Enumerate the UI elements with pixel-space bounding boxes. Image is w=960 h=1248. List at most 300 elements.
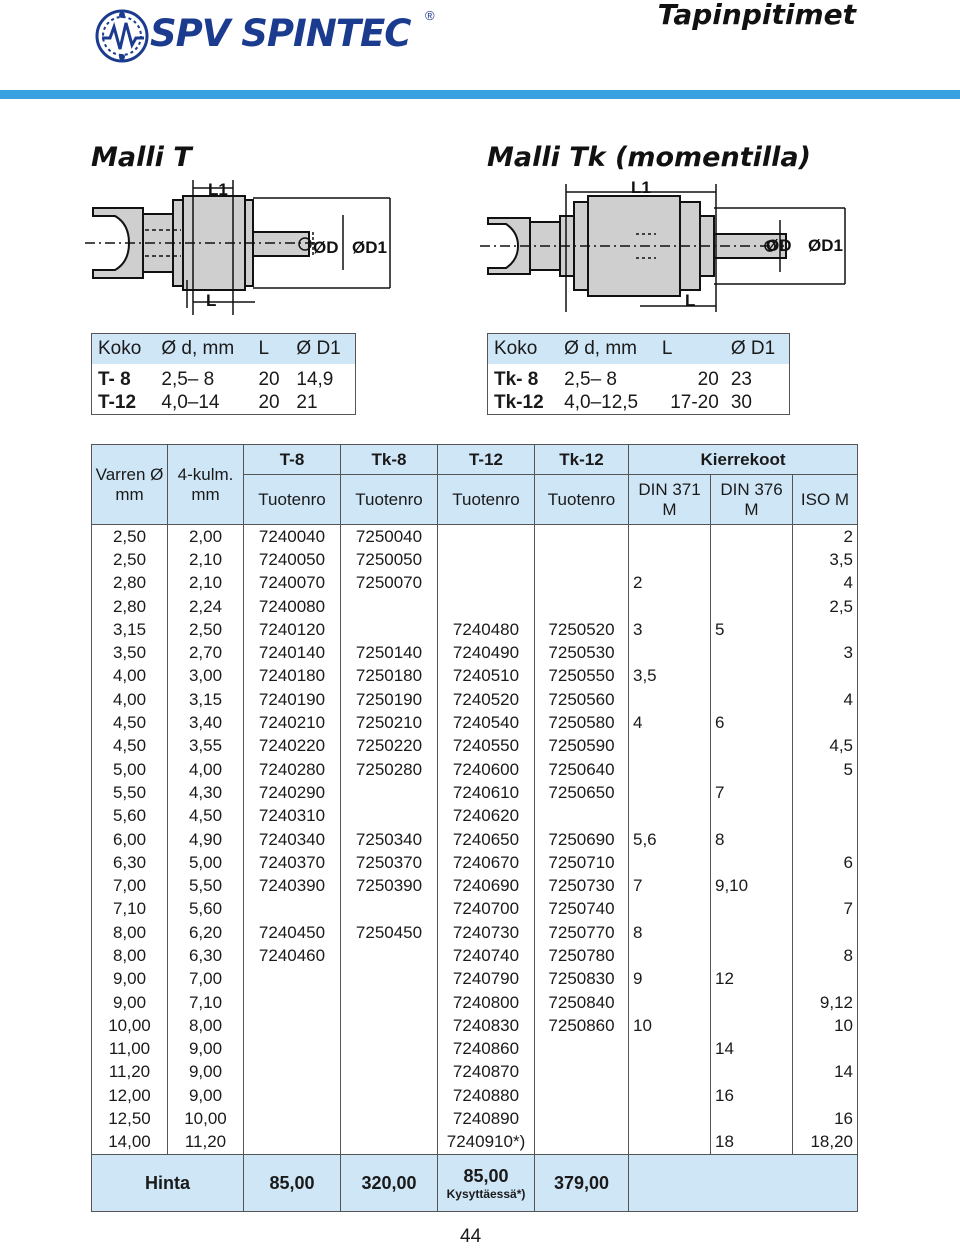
table-cell: 7250830 <box>535 968 629 991</box>
table-cell: 10,00 <box>92 1014 168 1037</box>
model-t-l1-label: L1 <box>208 180 228 199</box>
table-cell: 7240690 <box>438 874 535 897</box>
table-cell: 7240520 <box>438 688 535 711</box>
table-cell: 7240210 <box>244 711 341 734</box>
table-cell <box>244 1131 341 1155</box>
table-cell: 7240740 <box>438 944 535 967</box>
table-cell: 7240650 <box>438 828 535 851</box>
table-cell: 8,00 <box>92 944 168 967</box>
table-cell <box>629 991 711 1014</box>
table-cell: 18 <box>711 1131 793 1155</box>
table-row: Tk-12 4,0–12,5 17-20 30 <box>494 391 752 413</box>
table-cell: 7250070 <box>341 572 438 595</box>
table-row: T- 8 2,5– 8 20 14,9 <box>98 368 334 390</box>
table-cell <box>535 595 629 618</box>
table-cell <box>629 1131 711 1155</box>
table-cell: 2 <box>793 525 858 549</box>
tk12-header: Tk-12 <box>535 445 629 475</box>
table-row <box>92 968 858 991</box>
registered-mark: ® <box>425 8 435 23</box>
table-cell: 3 <box>629 618 711 641</box>
table-cell: 3,15 <box>92 618 168 641</box>
table-cell <box>793 874 858 897</box>
table-cell: 7 <box>793 898 858 921</box>
product-table-body <box>92 525 858 1155</box>
table-cell: 16 <box>793 1107 858 1130</box>
table-cell <box>793 781 858 804</box>
table-cell: 2,50 <box>92 525 168 549</box>
din371-header: DIN 371 M <box>629 475 711 525</box>
price-tk12: 379,00 <box>535 1155 629 1212</box>
table-cell <box>535 1038 629 1061</box>
size-header: Ø d, mm <box>558 334 656 365</box>
table-cell <box>244 1084 341 1107</box>
model-tk-l1-label: L1 <box>631 178 651 197</box>
table-cell <box>341 1107 438 1130</box>
table-row <box>92 618 858 641</box>
table-cell: 5,50 <box>168 874 244 897</box>
price-tk8: 320,00 <box>341 1155 438 1212</box>
table-cell <box>793 618 858 641</box>
model-t-title: Malli T <box>91 142 192 173</box>
table-cell: 7250710 <box>535 851 629 874</box>
table-cell <box>341 595 438 618</box>
table-cell <box>629 688 711 711</box>
table-row <box>92 525 858 549</box>
table-cell <box>438 595 535 618</box>
table-cell: 7240890 <box>438 1107 535 1130</box>
table-cell: 7240080 <box>244 595 341 618</box>
table-cell: 9,00 <box>92 968 168 991</box>
kierrekoot-header: Kierrekoot <box>629 445 858 475</box>
table-cell: 7250340 <box>341 828 438 851</box>
table-cell: 14,00 <box>92 1131 168 1155</box>
table-cell: 5,60 <box>168 898 244 921</box>
table-cell: 7250560 <box>535 688 629 711</box>
table-cell: 5,50 <box>92 781 168 804</box>
table-cell: 4,00 <box>168 758 244 781</box>
table-cell: 7240340 <box>244 828 341 851</box>
table-cell: 7240540 <box>438 711 535 734</box>
table-row <box>92 548 858 571</box>
page-number: 44 <box>460 1226 482 1247</box>
table-cell: 7240390 <box>244 874 341 897</box>
table-cell: 8 <box>793 944 858 967</box>
table-cell: 7240140 <box>244 641 341 664</box>
table-row <box>92 781 858 804</box>
table-cell <box>438 572 535 595</box>
table-cell: 7250180 <box>341 665 438 688</box>
model-t-d-label: ØD <box>313 238 339 257</box>
table-cell <box>629 944 711 967</box>
table-cell <box>629 525 711 549</box>
table-row <box>92 641 858 664</box>
table-cell: 7250640 <box>535 758 629 781</box>
table-cell: 7 <box>629 874 711 897</box>
table-cell <box>629 851 711 874</box>
table-cell <box>711 572 793 595</box>
table-cell: 7 <box>711 781 793 804</box>
table-row <box>92 851 858 874</box>
model-tk-l-label: L <box>685 291 696 310</box>
product-table <box>91 444 858 1212</box>
table-cell: 11,00 <box>92 1038 168 1061</box>
table-cell: 7250840 <box>535 991 629 1014</box>
table-cell: 8,00 <box>92 921 168 944</box>
table-cell: 6,30 <box>168 944 244 967</box>
table-cell <box>711 991 793 1014</box>
header-bar <box>0 90 960 99</box>
table-cell <box>711 944 793 967</box>
table-cell: 6,20 <box>168 921 244 944</box>
table-cell: 7240190 <box>244 688 341 711</box>
table-cell: 5,6 <box>629 828 711 851</box>
table-cell <box>629 781 711 804</box>
table-cell: 7240050 <box>244 548 341 571</box>
table-cell: 3 <box>793 641 858 664</box>
table-cell <box>793 805 858 828</box>
table-cell: 8,00 <box>168 1014 244 1037</box>
table-row <box>92 991 858 1014</box>
table-row <box>92 688 858 711</box>
table-cell: 4 <box>629 711 711 734</box>
table-cell: 7240610 <box>438 781 535 804</box>
table-cell: 3,5 <box>793 548 858 571</box>
table-cell: 7240910*) <box>438 1131 535 1155</box>
model-tk-drawing <box>480 172 850 322</box>
table-cell: 7250780 <box>535 944 629 967</box>
table-cell: 5,00 <box>92 758 168 781</box>
table-cell <box>711 595 793 618</box>
varren-header: Varren Ø mm <box>92 445 168 525</box>
iso-header: ISO M <box>793 475 858 525</box>
product-table-wrap <box>91 444 857 1212</box>
table-cell: 4 <box>793 572 858 595</box>
tk8-header: Tk-8 <box>341 445 438 475</box>
table-cell <box>793 665 858 688</box>
size-header: L <box>656 334 725 365</box>
table-row <box>92 572 858 595</box>
table-cell: 7250550 <box>535 665 629 688</box>
brand-name: SPV SPINTEC <box>150 12 411 55</box>
table-cell: 11,20 <box>168 1131 244 1155</box>
table-cell: 7240450 <box>244 921 341 944</box>
kulm-header: 4-kulm. mm <box>168 445 244 525</box>
table-cell: 18,20 <box>793 1131 858 1155</box>
din376-header: DIN 376 M <box>711 475 793 525</box>
table-row <box>92 1014 858 1037</box>
table-cell <box>341 618 438 641</box>
table-cell <box>244 991 341 1014</box>
table-cell <box>341 1038 438 1061</box>
table-cell <box>535 525 629 549</box>
table-cell: 7240290 <box>244 781 341 804</box>
table-cell: 7250860 <box>535 1014 629 1037</box>
price-t12-note: Kysyttäessä*) <box>446 1186 526 1201</box>
table-cell <box>341 1084 438 1107</box>
table-cell <box>629 758 711 781</box>
model-tk-d1-label: ØD1 <box>808 236 843 255</box>
page-title: Tapinpitimet <box>657 0 856 31</box>
table-cell: 7240700 <box>438 898 535 921</box>
model-t-d1-label: ØD1 <box>352 238 387 257</box>
table-cell: 2,80 <box>92 595 168 618</box>
table-cell: 9,00 <box>168 1038 244 1061</box>
size-header: L <box>252 334 290 365</box>
table-cell <box>793 968 858 991</box>
table-cell <box>244 1038 341 1061</box>
table-cell <box>535 1107 629 1130</box>
table-cell <box>341 898 438 921</box>
table-cell: 7250280 <box>341 758 438 781</box>
table-cell: 10 <box>793 1014 858 1037</box>
table-row <box>92 1084 858 1107</box>
table-cell: 7250740 <box>535 898 629 921</box>
table-cell <box>535 1084 629 1107</box>
table-cell <box>341 968 438 991</box>
table-cell <box>629 1038 711 1061</box>
table-cell <box>711 688 793 711</box>
table-cell <box>341 1131 438 1155</box>
table-cell <box>711 735 793 758</box>
table-cell <box>629 805 711 828</box>
table-cell: 7,00 <box>168 968 244 991</box>
table-cell: 3,00 <box>168 665 244 688</box>
table-cell <box>244 1107 341 1130</box>
table-cell <box>535 548 629 571</box>
table-cell <box>438 525 535 549</box>
table-cell <box>244 1014 341 1037</box>
table-cell: 5,00 <box>168 851 244 874</box>
table-cell: 3,5 <box>629 665 711 688</box>
table-cell <box>629 548 711 571</box>
table-cell: 4,90 <box>168 828 244 851</box>
table-cell: 9,00 <box>168 1084 244 1107</box>
table-cell <box>711 641 793 664</box>
table-cell: 5,60 <box>92 805 168 828</box>
model-t-size-table <box>91 333 356 415</box>
table-cell: 7250520 <box>535 618 629 641</box>
table-cell <box>438 548 535 571</box>
table-cell: 10 <box>629 1014 711 1037</box>
table-cell: 12,50 <box>92 1107 168 1130</box>
table-cell: 7250730 <box>535 874 629 897</box>
model-tk-d-label: ØD <box>766 236 792 255</box>
table-cell <box>535 572 629 595</box>
t12-header: T-12 <box>438 445 535 475</box>
table-cell: 2,50 <box>168 618 244 641</box>
table-cell <box>711 851 793 874</box>
table-cell: 7250190 <box>341 688 438 711</box>
table-cell <box>793 921 858 944</box>
table-cell: 14 <box>793 1061 858 1084</box>
table-cell <box>341 991 438 1014</box>
table-cell: 7250210 <box>341 711 438 734</box>
table-cell: 7250770 <box>535 921 629 944</box>
table-cell: 9,00 <box>92 991 168 1014</box>
table-cell <box>711 1061 793 1084</box>
table-cell: 7240120 <box>244 618 341 641</box>
table-cell: 2,70 <box>168 641 244 664</box>
table-row <box>92 805 858 828</box>
table-cell: 4,50 <box>92 711 168 734</box>
table-cell: 7250530 <box>535 641 629 664</box>
table-cell: 4,00 <box>92 665 168 688</box>
model-t-l-label: L <box>206 291 217 310</box>
table-cell: 7240550 <box>438 735 535 758</box>
price-t12-value: 85,00 <box>463 1165 509 1186</box>
table-cell: 7240800 <box>438 991 535 1014</box>
table-cell: 7240790 <box>438 968 535 991</box>
table-cell: 7250580 <box>535 711 629 734</box>
table-cell: 7240460 <box>244 944 341 967</box>
table-cell: 7240730 <box>438 921 535 944</box>
table-cell: 4,50 <box>92 735 168 758</box>
table-cell: 7240600 <box>438 758 535 781</box>
table-cell: 2,00 <box>168 525 244 549</box>
table-cell: 7250140 <box>341 641 438 664</box>
table-cell: 4,5 <box>793 735 858 758</box>
table-cell <box>535 1131 629 1155</box>
table-row <box>92 735 858 758</box>
table-cell <box>711 805 793 828</box>
table-row <box>92 921 858 944</box>
table-cell <box>341 781 438 804</box>
table-cell: 3,55 <box>168 735 244 758</box>
table-cell: 7240220 <box>244 735 341 758</box>
table-cell <box>629 1107 711 1130</box>
table-cell <box>244 1061 341 1084</box>
size-header: Ø D1 <box>725 334 790 365</box>
table-cell: 6 <box>793 851 858 874</box>
table-cell <box>629 641 711 664</box>
table-cell: 2,5 <box>793 595 858 618</box>
table-cell: 7240860 <box>438 1038 535 1061</box>
price-t12 <box>438 1155 535 1212</box>
table-cell <box>793 828 858 851</box>
size-header: Koko <box>488 334 559 365</box>
table-cell <box>711 921 793 944</box>
table-row <box>92 758 858 781</box>
table-cell <box>711 1014 793 1037</box>
table-row <box>92 711 858 734</box>
tuotenro-header: Tuotenro <box>438 475 535 525</box>
table-cell <box>341 1014 438 1037</box>
table-cell: 6,00 <box>92 828 168 851</box>
table-row: T-12 4,0–14 20 21 <box>98 391 318 413</box>
table-cell <box>244 898 341 921</box>
t8-header: T-8 <box>244 445 341 475</box>
table-cell: 5 <box>793 758 858 781</box>
table-cell <box>629 595 711 618</box>
table-cell <box>535 1061 629 1084</box>
table-row <box>92 898 858 921</box>
table-cell: 7,10 <box>168 991 244 1014</box>
table-cell <box>711 758 793 781</box>
table-cell: 3,15 <box>168 688 244 711</box>
table-row <box>92 828 858 851</box>
table-cell: 4,30 <box>168 781 244 804</box>
table-cell: 6 <box>711 711 793 734</box>
table-cell: 7240620 <box>438 805 535 828</box>
table-cell: 11,20 <box>92 1061 168 1084</box>
table-cell: 4,50 <box>168 805 244 828</box>
table-cell: 6,30 <box>92 851 168 874</box>
table-cell: 7240480 <box>438 618 535 641</box>
table-cell: 12 <box>711 968 793 991</box>
tuotenro-header: Tuotenro <box>341 475 438 525</box>
price-t8: 85,00 <box>244 1155 341 1212</box>
table-cell: 9,12 <box>793 991 858 1014</box>
table-cell: 7250650 <box>535 781 629 804</box>
table-cell: 7240040 <box>244 525 341 549</box>
table-cell: 2,24 <box>168 595 244 618</box>
table-cell: 3,40 <box>168 711 244 734</box>
table-cell: 5 <box>711 618 793 641</box>
table-cell <box>711 1107 793 1130</box>
table-cell <box>629 1061 711 1084</box>
table-cell: 7240490 <box>438 641 535 664</box>
table-cell: 9,00 <box>168 1061 244 1084</box>
table-cell: 4 <box>793 688 858 711</box>
hinta-label: Hinta <box>92 1155 244 1212</box>
table-cell <box>793 1084 858 1107</box>
table-cell <box>244 968 341 991</box>
table-cell <box>341 944 438 967</box>
table-cell <box>711 548 793 571</box>
table-cell <box>711 665 793 688</box>
table-cell <box>341 1061 438 1084</box>
table-cell: 4,00 <box>92 688 168 711</box>
table-row <box>92 595 858 618</box>
tuotenro-header: Tuotenro <box>535 475 629 525</box>
size-header: Ø d, mm <box>155 334 252 365</box>
table-cell: 3,50 <box>92 641 168 664</box>
table-row <box>92 1061 858 1084</box>
table-cell: 2,50 <box>92 548 168 571</box>
table-cell: 7250390 <box>341 874 438 897</box>
table-cell: 2,10 <box>168 572 244 595</box>
table-cell: 7250370 <box>341 851 438 874</box>
table-cell: 7240310 <box>244 805 341 828</box>
table-row <box>92 1038 858 1061</box>
table-cell: 7250450 <box>341 921 438 944</box>
table-cell: 2,10 <box>168 548 244 571</box>
table-cell <box>629 1084 711 1107</box>
table-cell: 7240670 <box>438 851 535 874</box>
table-cell <box>341 805 438 828</box>
table-cell: 7240830 <box>438 1014 535 1037</box>
table-cell <box>629 898 711 921</box>
table-cell: 10,00 <box>168 1107 244 1130</box>
table-cell: 7250040 <box>341 525 438 549</box>
table-row: Tk- 8 2,5– 8 20 23 <box>494 368 752 390</box>
table-cell <box>535 805 629 828</box>
table-row <box>92 1131 858 1155</box>
table-row <box>92 665 858 688</box>
table-cell: 7240180 <box>244 665 341 688</box>
model-tk-title: Malli Tk (momentilla) <box>487 142 811 173</box>
table-cell: 7240870 <box>438 1061 535 1084</box>
table-cell: 7240880 <box>438 1084 535 1107</box>
table-cell: 14 <box>711 1038 793 1061</box>
table-cell: 7,10 <box>92 898 168 921</box>
table-cell: 9 <box>629 968 711 991</box>
tuotenro-header: Tuotenro <box>244 475 341 525</box>
table-cell: 2,80 <box>92 572 168 595</box>
table-cell: 7250050 <box>341 548 438 571</box>
table-cell: 9,10 <box>711 874 793 897</box>
